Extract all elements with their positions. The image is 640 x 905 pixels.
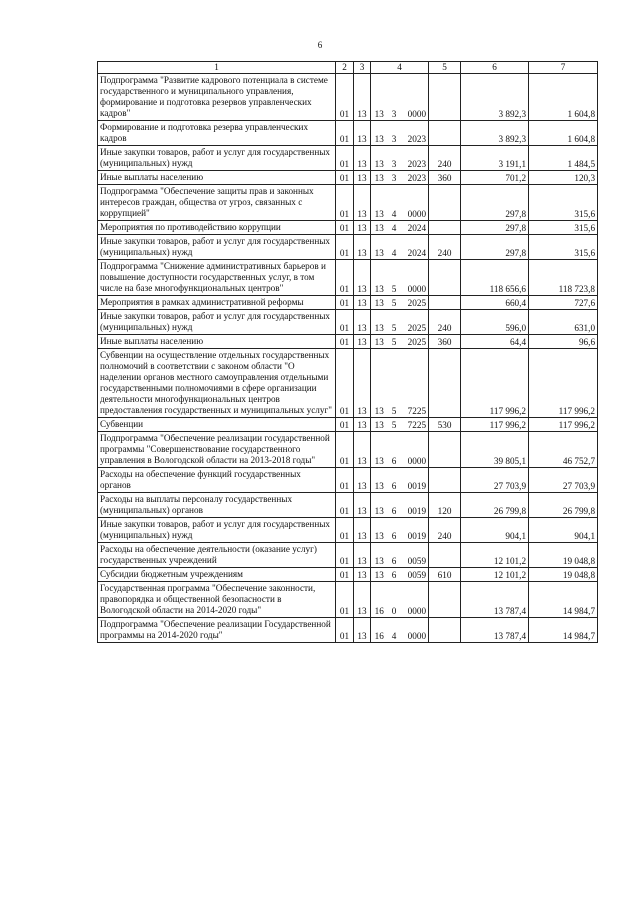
row-col-6: 117 996,2 xyxy=(461,349,529,418)
row-col-4-a: 13 xyxy=(371,74,388,121)
row-col-4-c: 0059 xyxy=(401,568,429,582)
row-col-3: 13 xyxy=(354,418,371,432)
table-row xyxy=(98,235,598,260)
row-col-4-c: 0059 xyxy=(401,543,429,568)
row-col-6: 27 703,9 xyxy=(461,468,529,493)
row-col-5 xyxy=(429,582,461,618)
row-col-5 xyxy=(429,543,461,568)
row-col-4-a: 13 xyxy=(371,568,388,582)
row-col-2: 01 xyxy=(336,349,354,418)
row-col-4-b: 6 xyxy=(388,568,401,582)
table-row xyxy=(98,146,598,171)
row-col-5 xyxy=(429,618,461,643)
row-name: Расходы на обеспечение функций государственных органов xyxy=(98,468,336,493)
table-row xyxy=(98,618,598,643)
row-col-3: 13 xyxy=(354,518,371,543)
row-col-4-a: 13 xyxy=(371,493,388,518)
row-col-5 xyxy=(429,185,461,221)
row-col-4-b: 5 xyxy=(388,310,401,335)
row-col-4-c: 0000 xyxy=(401,260,429,296)
row-col-4-b: 3 xyxy=(388,171,401,185)
header-row xyxy=(98,62,598,74)
row-col-4-a: 13 xyxy=(371,518,388,543)
row-col-4-c: 2025 xyxy=(401,296,429,310)
row-col-4-a: 13 xyxy=(371,121,388,146)
table-row xyxy=(98,171,598,185)
row-name: Государственная программа "Обеспечение законности, правопорядка и общественной безопасности в Вологодской области на 2014-2020 годы" xyxy=(98,582,336,618)
row-col-7: 631,0 xyxy=(529,310,598,335)
row-col-4-c: 2023 xyxy=(401,171,429,185)
row-col-5: 530 xyxy=(429,418,461,432)
row-col-4-b: 3 xyxy=(388,74,401,121)
row-col-2: 01 xyxy=(336,310,354,335)
row-col-4-a: 13 xyxy=(371,171,388,185)
row-col-4-a: 13 xyxy=(371,221,388,235)
row-col-4-c: 2025 xyxy=(401,335,429,349)
row-col-4-c: 0000 xyxy=(401,618,429,643)
row-col-4-a: 13 xyxy=(371,335,388,349)
row-col-4-c: 2025 xyxy=(401,310,429,335)
row-col-4-b: 6 xyxy=(388,432,401,468)
row-col-3: 13 xyxy=(354,296,371,310)
row-name: Расходы на выплаты персоналу государственных (муниципальных) органов xyxy=(98,493,336,518)
row-col-4-c: 0000 xyxy=(401,185,429,221)
row-col-4-c: 2024 xyxy=(401,221,429,235)
row-col-3: 13 xyxy=(354,74,371,121)
row-col-4-b: 4 xyxy=(388,185,401,221)
row-col-7: 14 984,7 xyxy=(529,618,598,643)
row-col-6: 3 892,3 xyxy=(461,74,529,121)
row-col-3: 13 xyxy=(354,121,371,146)
row-col-4-b: 6 xyxy=(388,518,401,543)
row-col-4-b: 5 xyxy=(388,418,401,432)
row-col-3: 13 xyxy=(354,582,371,618)
row-col-7: 1 604,8 xyxy=(529,121,598,146)
table-row xyxy=(98,468,598,493)
row-col-2: 01 xyxy=(336,121,354,146)
row-col-6: 12 101,2 xyxy=(461,568,529,582)
row-col-5: 240 xyxy=(429,310,461,335)
row-name: Подпрограмма "Обеспечение реализации государственной программы "Совершенствование государственного управления в Вологодской области на 2013-2018 годы" xyxy=(98,432,336,468)
row-col-4-b: 3 xyxy=(388,121,401,146)
row-col-2: 01 xyxy=(336,185,354,221)
row-col-4-a: 13 xyxy=(371,260,388,296)
row-col-4-b: 6 xyxy=(388,493,401,518)
row-col-4-a: 16 xyxy=(371,618,388,643)
row-col-4-b: 5 xyxy=(388,335,401,349)
header-col-6: 6 xyxy=(461,62,529,74)
row-col-4-b: 3 xyxy=(388,146,401,171)
row-col-7: 96,6 xyxy=(529,335,598,349)
row-col-2: 01 xyxy=(336,568,354,582)
row-col-6: 12 101,2 xyxy=(461,543,529,568)
row-col-5 xyxy=(429,349,461,418)
header-col-4: 4 xyxy=(371,62,429,74)
row-name: Иные закупки товаров, работ и услуг для государственных (муниципальных) нужд xyxy=(98,518,336,543)
table-row xyxy=(98,418,598,432)
row-col-5: 240 xyxy=(429,235,461,260)
row-col-4-c: 2024 xyxy=(401,235,429,260)
table-row xyxy=(98,582,598,618)
row-col-2: 01 xyxy=(336,418,354,432)
row-col-6: 297,8 xyxy=(461,221,529,235)
row-col-4-a: 16 xyxy=(371,582,388,618)
row-col-5 xyxy=(429,260,461,296)
header-col-1: 1 xyxy=(98,62,336,74)
row-col-7: 14 984,7 xyxy=(529,582,598,618)
row-col-2: 01 xyxy=(336,74,354,121)
page-number: 6 xyxy=(317,40,323,50)
row-col-6: 297,8 xyxy=(461,185,529,221)
row-col-5 xyxy=(429,74,461,121)
row-col-4-b: 4 xyxy=(388,618,401,643)
row-col-7: 904,1 xyxy=(529,518,598,543)
row-col-7: 117 996,2 xyxy=(529,418,598,432)
row-col-7: 46 752,7 xyxy=(529,432,598,468)
table-row xyxy=(98,221,598,235)
row-col-4-a: 13 xyxy=(371,468,388,493)
row-col-7: 727,6 xyxy=(529,296,598,310)
row-col-3: 13 xyxy=(354,349,371,418)
row-col-2: 01 xyxy=(336,260,354,296)
row-col-4-c: 0000 xyxy=(401,582,429,618)
table-row xyxy=(98,568,598,582)
row-col-6: 13 787,4 xyxy=(461,582,529,618)
row-name: Подпрограмма "Обеспечение защиты прав и законных интересов граждан, общества от угроз, связанных с коррупцией" xyxy=(98,185,336,221)
row-col-4-a: 13 xyxy=(371,235,388,260)
table-body xyxy=(98,62,598,643)
table-row xyxy=(98,349,598,418)
row-col-5 xyxy=(429,432,461,468)
table-row xyxy=(98,74,598,121)
row-col-4-b: 0 xyxy=(388,582,401,618)
row-name: Подпрограмма "Обеспечение реализации Государственной программы на 2014-2020 годы" xyxy=(98,618,336,643)
table-row xyxy=(98,493,598,518)
row-col-5: 360 xyxy=(429,335,461,349)
row-col-2: 01 xyxy=(336,235,354,260)
row-col-2: 01 xyxy=(336,171,354,185)
row-col-6: 39 805,1 xyxy=(461,432,529,468)
row-col-7: 1 484,5 xyxy=(529,146,598,171)
row-col-4-a: 13 xyxy=(371,349,388,418)
table-row xyxy=(98,543,598,568)
row-col-6: 117 996,2 xyxy=(461,418,529,432)
row-col-6: 660,4 xyxy=(461,296,529,310)
row-col-4-a: 13 xyxy=(371,146,388,171)
row-col-4-c: 7225 xyxy=(401,418,429,432)
row-col-3: 13 xyxy=(354,235,371,260)
row-col-5 xyxy=(429,221,461,235)
header-col-3: 3 xyxy=(354,62,371,74)
row-col-3: 13 xyxy=(354,335,371,349)
row-col-3: 13 xyxy=(354,568,371,582)
row-col-3: 13 xyxy=(354,432,371,468)
row-col-2: 01 xyxy=(336,296,354,310)
row-col-6: 701,2 xyxy=(461,171,529,185)
row-name: Субвенции на осуществление отдельных государственных полномочий в соответствии с законом области "О наделении органов местного самоуправления отдельными государственными полномочиями в сфере организации деятельности многофункциональных центров предоставления государственных и муниципальных услуг" xyxy=(98,349,336,418)
row-col-2: 01 xyxy=(336,618,354,643)
budget-table xyxy=(97,61,598,643)
row-col-2: 01 xyxy=(336,582,354,618)
row-col-2: 01 xyxy=(336,543,354,568)
row-col-4-b: 6 xyxy=(388,468,401,493)
row-col-7: 118 723,8 xyxy=(529,260,598,296)
row-col-3: 13 xyxy=(354,171,371,185)
row-col-6: 3 892,3 xyxy=(461,121,529,146)
row-col-5: 360 xyxy=(429,171,461,185)
row-col-4-c: 2023 xyxy=(401,121,429,146)
row-col-7: 117 996,2 xyxy=(529,349,598,418)
row-col-3: 13 xyxy=(354,221,371,235)
row-col-3: 13 xyxy=(354,543,371,568)
header-col-5: 5 xyxy=(429,62,461,74)
table-row xyxy=(98,432,598,468)
row-col-6: 64,4 xyxy=(461,335,529,349)
row-col-5: 610 xyxy=(429,568,461,582)
row-name: Мероприятия в рамках административной реформы xyxy=(98,296,336,310)
row-col-4-a: 13 xyxy=(371,296,388,310)
row-name: Иные выплаты населению xyxy=(98,335,336,349)
table-row xyxy=(98,296,598,310)
row-name: Иные закупки товаров, работ и услуг для государственных (муниципальных) нужд xyxy=(98,146,336,171)
row-col-7: 19 048,8 xyxy=(529,543,598,568)
row-col-2: 01 xyxy=(336,468,354,493)
table-row xyxy=(98,121,598,146)
row-col-7: 19 048,8 xyxy=(529,568,598,582)
row-name: Мероприятия по противодействию коррупции xyxy=(98,221,336,235)
row-col-4-a: 13 xyxy=(371,310,388,335)
row-col-6: 26 799,8 xyxy=(461,493,529,518)
row-name: Субвенции xyxy=(98,418,336,432)
row-name: Иные закупки товаров, работ и услуг для государственных (муниципальных) нужд xyxy=(98,310,336,335)
table-row xyxy=(98,518,598,543)
row-col-3: 13 xyxy=(354,493,371,518)
row-col-4-c: 0019 xyxy=(401,468,429,493)
row-name: Подпрограмма "Развитие кадрового потенциала в системе государственного и муниципального управления, формирование и подготовка резервов управленческих кадров" xyxy=(98,74,336,121)
row-col-5 xyxy=(429,296,461,310)
row-col-5: 240 xyxy=(429,518,461,543)
row-col-7: 27 703,9 xyxy=(529,468,598,493)
row-col-3: 13 xyxy=(354,185,371,221)
row-col-4-b: 4 xyxy=(388,235,401,260)
row-col-2: 01 xyxy=(336,432,354,468)
row-name: Формирование и подготовка резерва управленческих кадров xyxy=(98,121,336,146)
row-col-4-b: 4 xyxy=(388,221,401,235)
row-col-4-c: 7225 xyxy=(401,349,429,418)
row-col-2: 01 xyxy=(336,146,354,171)
row-col-4-c: 0000 xyxy=(401,432,429,468)
row-col-3: 13 xyxy=(354,618,371,643)
row-name: Иные выплаты населению xyxy=(98,171,336,185)
row-col-3: 13 xyxy=(354,146,371,171)
row-col-4-c: 0019 xyxy=(401,493,429,518)
row-col-7: 315,6 xyxy=(529,221,598,235)
row-col-5 xyxy=(429,468,461,493)
row-name: Расходы на обеспечение деятельности (оказание услуг) государственных учреждений xyxy=(98,543,336,568)
row-col-4-c: 0000 xyxy=(401,74,429,121)
table-row xyxy=(98,335,598,349)
header-col-2: 2 xyxy=(336,62,354,74)
row-col-2: 01 xyxy=(336,221,354,235)
row-col-4-b: 5 xyxy=(388,296,401,310)
table-row xyxy=(98,260,598,296)
row-col-2: 01 xyxy=(336,493,354,518)
row-col-5: 240 xyxy=(429,146,461,171)
row-col-3: 13 xyxy=(354,260,371,296)
row-col-4-c: 2023 xyxy=(401,146,429,171)
row-col-2: 01 xyxy=(336,335,354,349)
row-col-4-a: 13 xyxy=(371,185,388,221)
row-col-7: 315,6 xyxy=(529,235,598,260)
row-col-4-b: 5 xyxy=(388,260,401,296)
row-col-4-c: 0019 xyxy=(401,518,429,543)
table-row xyxy=(98,185,598,221)
row-col-7: 120,3 xyxy=(529,171,598,185)
row-col-4-b: 6 xyxy=(388,543,401,568)
row-col-7: 26 799,8 xyxy=(529,493,598,518)
row-col-3: 13 xyxy=(354,468,371,493)
row-col-6: 297,8 xyxy=(461,235,529,260)
row-col-7: 1 604,8 xyxy=(529,74,598,121)
row-col-4-a: 13 xyxy=(371,543,388,568)
header-col-7: 7 xyxy=(529,62,598,74)
row-col-6: 3 191,1 xyxy=(461,146,529,171)
row-col-4-a: 13 xyxy=(371,418,388,432)
row-name: Иные закупки товаров, работ и услуг для государственных (муниципальных) нужд xyxy=(98,235,336,260)
row-col-6: 118 656,6 xyxy=(461,260,529,296)
row-col-2: 01 xyxy=(336,518,354,543)
table-row xyxy=(98,310,598,335)
row-col-6: 13 787,4 xyxy=(461,618,529,643)
row-col-3: 13 xyxy=(354,310,371,335)
row-col-5: 120 xyxy=(429,493,461,518)
row-col-4-b: 5 xyxy=(388,349,401,418)
row-name: Подпрограмма "Снижение административных барьеров и повышение доступности государственных услуг, в том числе на базе многофункциональных центров" xyxy=(98,260,336,296)
row-col-6: 904,1 xyxy=(461,518,529,543)
row-col-7: 315,6 xyxy=(529,185,598,221)
row-col-4-a: 13 xyxy=(371,432,388,468)
row-col-5 xyxy=(429,121,461,146)
row-col-6: 596,0 xyxy=(461,310,529,335)
row-name: Субсидии бюджетным учреждениям xyxy=(98,568,336,582)
